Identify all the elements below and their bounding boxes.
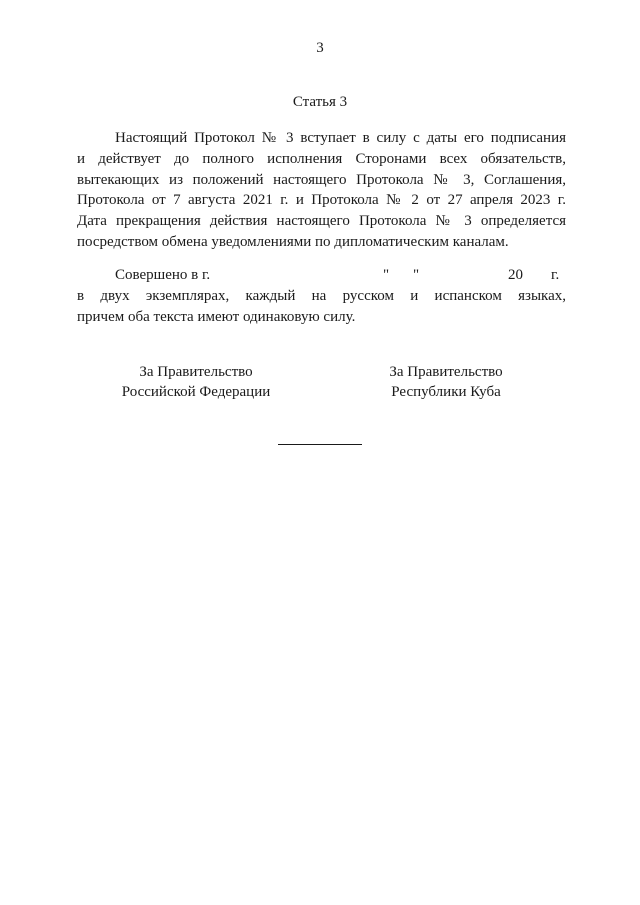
signature-block-cuba	[360, 362, 532, 402]
year-suffix: г.	[551, 267, 560, 283]
signature-line-1: За Правительство	[139, 364, 253, 380]
signature-block-russia	[110, 362, 282, 402]
paragraph-line: в двух экземплярах, каждый на русском и испанском языках,	[77, 287, 566, 304]
year-field: 20	[508, 267, 523, 283]
paragraph-line: Дата прекращения действия настоящего Протокола № 3 определяется	[77, 213, 566, 230]
done-at-paragraph	[77, 265, 566, 327]
signature-line-2: Российской Федерации	[121, 384, 271, 400]
paragraph-line: Настоящий Протокол № 3 вступает в силу с даты его подписания	[115, 130, 566, 146]
done-at-line	[77, 265, 566, 286]
article-title: Статья 3	[292, 94, 348, 110]
open-quote: "	[383, 267, 390, 283]
paragraph-line: причем оба текста имеют одинаковую силу.	[77, 308, 356, 325]
paragraph-line: вытекающих из положений настоящего Протокола № 3, Соглашения,	[77, 171, 566, 188]
end-of-document-rule	[278, 444, 362, 445]
paragraph-line: и действует до полного исполнения Сторонами всех обязательств,	[77, 150, 566, 167]
signature-line-1: За Правительство	[389, 364, 503, 380]
close-quote: "	[413, 267, 420, 283]
signature-line-2: Республики Куба	[391, 384, 501, 400]
paragraph-line: посредством обмена уведомлениями по дипломатическим каналам.	[77, 233, 509, 250]
entry-into-force-paragraph	[77, 128, 566, 253]
done-at-label: Совершено в г.	[115, 267, 211, 283]
paragraph-line: Протокола от 7 августа 2021 г. и Протокола № 2 от 27 апреля 2023 г.	[77, 192, 566, 209]
page-number: 3	[316, 40, 324, 56]
